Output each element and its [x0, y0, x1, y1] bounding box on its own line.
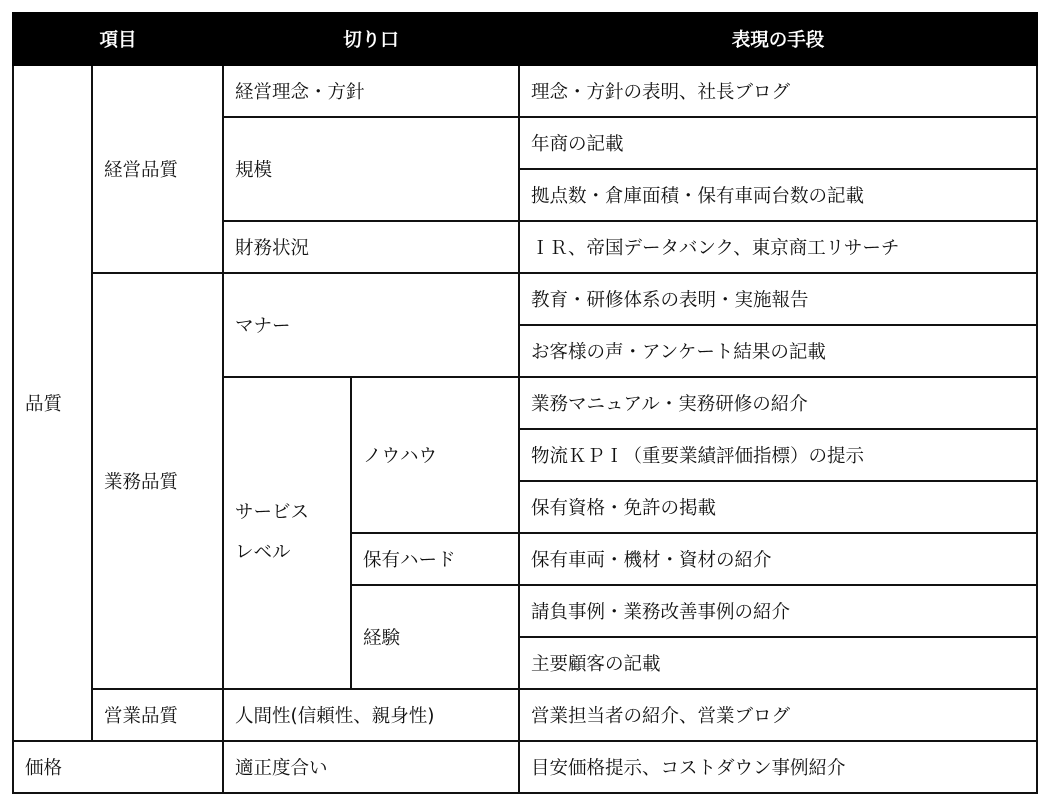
- angle-owned-hardware: 保有ハード: [351, 533, 519, 585]
- means-cell: 理念・方針の表明、社長ブログ: [519, 65, 1037, 117]
- angle-manners: マナー: [223, 273, 519, 377]
- means-cell: お客様の声・アンケート結果の記載: [519, 325, 1037, 377]
- means-cell: 保有車両・機材・資材の紹介: [519, 533, 1037, 585]
- header-kirikuchi: 切り口: [223, 13, 519, 65]
- subcategory-management-quality: 経営品質: [92, 65, 223, 273]
- means-cell: 請負事例・業務改善事例の紹介: [519, 585, 1037, 637]
- table-row: [13, 689, 1037, 741]
- means-cell: 物流ＫＰＩ（重要業績評価指標）の提示: [519, 429, 1037, 481]
- means-cell: 主要顧客の記載: [519, 637, 1037, 689]
- means-cell: ＩＲ、帝国データバンク、東京商工リサーチ: [519, 221, 1037, 273]
- angle-service-level: [223, 377, 351, 689]
- means-cell: 拠点数・倉庫面積・保有車両台数の記載: [519, 169, 1037, 221]
- service-level-line-2: レベル: [235, 542, 291, 563]
- means-cell: 目安価格提示、コストダウン事例紹介: [519, 741, 1037, 793]
- subcategory-operational-quality: 業務品質: [92, 273, 223, 689]
- header-row: [13, 13, 1037, 65]
- header-means: 表現の手段: [519, 13, 1037, 65]
- angle-knowhow: ノウハウ: [351, 377, 519, 533]
- means-table: [12, 12, 1038, 794]
- table-row: [13, 65, 1037, 117]
- service-level-line-1: サービス: [235, 502, 310, 523]
- table-row: [13, 741, 1037, 793]
- angle-experience: 経験: [351, 585, 519, 689]
- angle-philosophy: 経営理念・方針: [223, 65, 519, 117]
- means-cell: 保有資格・免許の掲載: [519, 481, 1037, 533]
- angle-finance: 財務状況: [223, 221, 519, 273]
- category-price: 価格: [13, 741, 223, 793]
- angle-scale: 規模: [223, 117, 519, 221]
- means-cell: 教育・研修体系の表明・実施報告: [519, 273, 1037, 325]
- means-cell: 業務マニュアル・実務研修の紹介: [519, 377, 1037, 429]
- angle-personality: 人間性(信頼性、親身性): [223, 689, 519, 741]
- angle-appropriateness: 適正度合い: [223, 741, 519, 793]
- means-cell: 年商の記載: [519, 117, 1037, 169]
- header-item: 項目: [13, 13, 223, 65]
- means-cell: 営業担当者の紹介、営業ブログ: [519, 689, 1037, 741]
- category-quality: 品質: [13, 65, 92, 741]
- table-row: [13, 273, 1037, 325]
- subcategory-sales-quality: 営業品質: [92, 689, 223, 741]
